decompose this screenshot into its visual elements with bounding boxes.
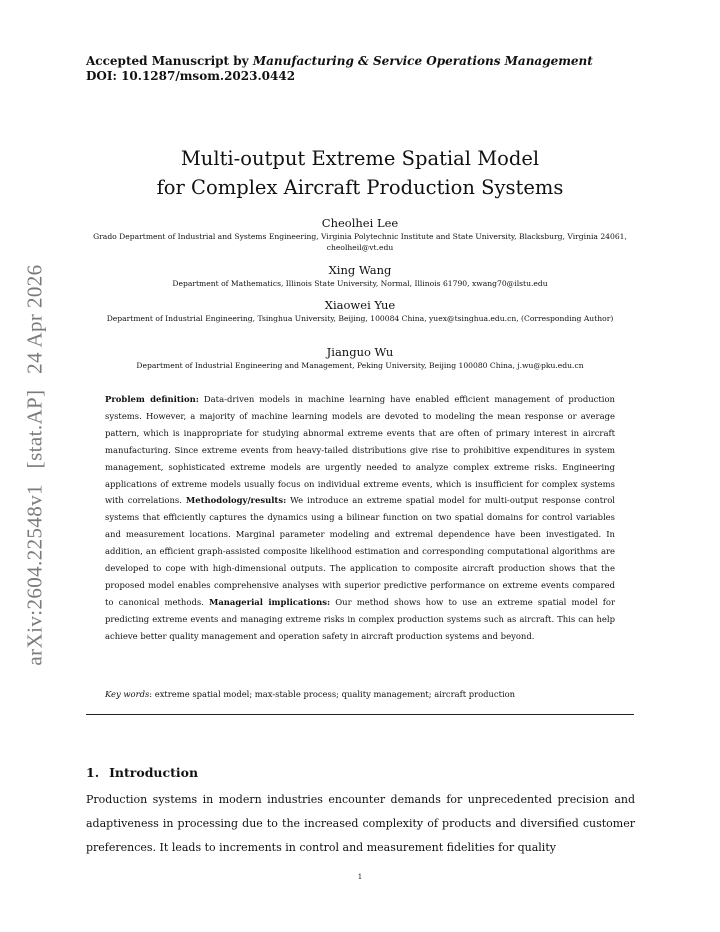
keywords — [105, 688, 625, 700]
problem-definition-label: Problem definition: — [105, 394, 199, 404]
author-affiliation: Grado Department of Industrial and Systems Engineering, Virginia Polytechnic Institute and State University, Blacksburg, Virginia 24061, cheolheil@vt.edu — [93, 232, 627, 252]
author-block — [86, 345, 634, 372]
author-name: Xing Wang — [328, 263, 392, 277]
journal-name: Manufacturing & Service Operations Management — [252, 54, 593, 68]
keywords-label: Key words — [105, 689, 150, 699]
author-name: Jianguo Wu — [326, 345, 394, 359]
introduction-paragraph: Production systems in modern industries encounter demands for unprecedented precision and adaptiveness in processing due to the increased complexity of products and diversified customer preferences. It leads to increments in control and measurement fidelities for quality — [86, 793, 635, 855]
section-title: Introduction — [109, 765, 199, 780]
author-block — [86, 263, 634, 290]
author-affiliation: Department of Industrial Engineering and Management, Peking University, Beijing 100080 China, j.wu@pku.edu.cn — [136, 361, 584, 370]
methodology-label: Methodology/results: — [185, 495, 287, 506]
arxiv-sidebar-stamp — [23, 259, 48, 670]
arxiv-category: [stat.AP] — [22, 389, 47, 469]
arxiv-id: arXiv:2604.22548v1 — [22, 483, 47, 666]
arxiv-date: 24 Apr 2026 — [22, 264, 47, 374]
author-block — [86, 298, 634, 325]
author-name: Xiaowei Yue — [324, 298, 396, 312]
section-heading — [86, 765, 198, 780]
accepted-line — [86, 54, 646, 69]
managerial-text: Our method shows how to use an extreme spatial model for predicting extreme events and managing extreme risks in complex production systems such as aircraft. This can help achieve better quality management and operation safety in aircraft production systems and beyond. — [105, 596, 616, 641]
methodology-text: We introduce an extreme spatial model for multi-output response control systems that efficiently captures the dynamics using a bilinear function on two spatial domains for control variables and measurement locations. Marginal parameter modeling and extremal dependence have been investigated. In addition, an efficient graph-assisted composite likelihood estimation and corresponding computational algorithms are developed to cope with high-dimensional outputs. The application to composite aircraft production shows that the proposed model enables comprehensive analyses with superior predictive performance on extreme events compared to canonical methods. — [105, 495, 615, 607]
keywords-text: : extreme spatial model; max-stable process; quality management; aircraft production — [149, 689, 516, 699]
title-line-2: for Complex Aircraft Production Systems — [156, 176, 564, 199]
abstract-divider — [86, 714, 634, 715]
accepted-prefix: Accepted Manuscript by — [86, 54, 253, 68]
author-block — [86, 216, 634, 253]
paper-title — [86, 144, 634, 202]
author-name: Cheolhei Lee — [321, 216, 399, 230]
doi-line: DOI: 10.1287/msom.2023.0442 — [86, 69, 296, 83]
problem-definition-text: Data-driven models in machine learning have enabled efficient management of production systems. However, a majority of machine learning models are devoted to modeling the mean response or average pattern, which is inappropriate for studying abnormal extreme events that are often of primary interest in aircraft manufacturing. Since extreme events from heavy-tailed distributions give rise to prohibitive expenditures in system management, sophisticated extreme models are urgently needed to analyze complex extreme risks. Engineering applications of extreme models usually focus on individual extreme events, which is insufficient for complex systems with correlations. — [105, 394, 615, 506]
section-number: 1. — [86, 765, 100, 780]
abstract — [105, 391, 615, 645]
title-line-1: Multi-output Extreme Spatial Model — [180, 147, 540, 170]
manuscript-header — [86, 54, 646, 84]
author-affiliation: Department of Mathematics, Illinois State University, Normal, Illinois 61790, xwang70@ilstu.edu — [172, 279, 548, 288]
page-number: 1 — [357, 873, 363, 881]
author-affiliation: Department of Industrial Engineering, Tsinghua University, Beijing, 100084 China, yuex@tsinghua.edu.cn, (Corresponding Author) — [106, 314, 614, 323]
managerial-label: Managerial implications: — [208, 596, 331, 607]
